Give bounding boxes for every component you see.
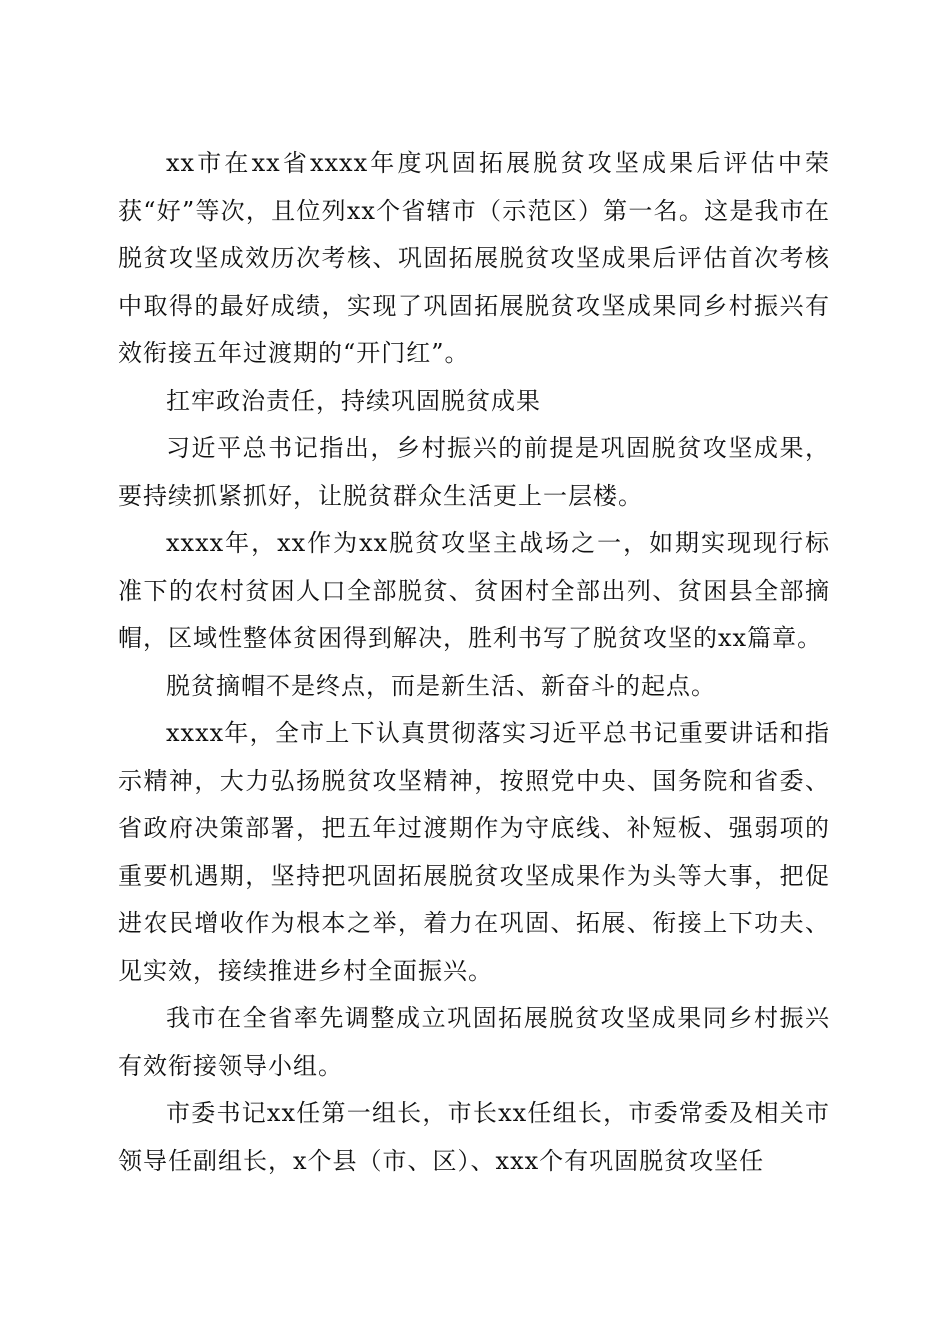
paragraph-4: 脱贫摘帽不是终点，而是新生活、新奋斗的起点。 bbox=[166, 671, 716, 700]
paragraph-6: 我市在全省率先调整成立巩固拓展脱贫攻坚成果同乡村振兴有效衔接领导小组。 bbox=[118, 1004, 830, 1080]
section-heading: 扛牢政治责任，持续巩固脱贫成果 bbox=[166, 386, 541, 415]
paragraph-3: xxxx年，xx作为xx脱贫攻坚主战场之一，如期实现现行标准下的农村贫困人口全部脱贫、贫困村全部出列、贫困县全部摘帽，区域性整体贫困得到解决，胜利书写了脱贫攻坚的xx篇章。 bbox=[118, 529, 830, 652]
paragraph-7: 市委书记xx任第一组长，市长xx任组长，市委常委及相关市领导任副组长，x个县（市、区）、xxx个有巩固脱贫攻坚任 bbox=[118, 1099, 830, 1175]
document-page bbox=[118, 140, 830, 1185]
paragraph-5: xxxx年，全市上下认真贯彻落实习近平总书记重要讲话和指示精神，大力弘扬脱贫攻坚精神，按照党中央、国务院和省委、省政府决策部署，把五年过渡期作为守底线、补短板、强弱项的重要机遇期，坚持把巩固拓展脱贫攻坚成果作为头等大事，把促进农民增收作为根本之举，着力在巩固、拓展、衔接上下功夫、见实效，接续推进乡村全面振兴。 bbox=[118, 719, 830, 985]
paragraph-2: 习近平总书记指出，乡村振兴的前提是巩固脱贫攻坚成果，要持续抓紧抓好，让脱贫群众生活更上一层楼。 bbox=[118, 434, 830, 510]
paragraph-1: xx市在xx省xxxx年度巩固拓展脱贫攻坚成果后评估中荣获“好”等次，且位列xx个省辖市（示范区）第一名。这是我市在脱贫攻坚成效历次考核、巩固拓展脱贫攻坚成果后评估首次考核中取得的最好成绩，实现了巩固拓展脱贫攻坚成果同乡村振兴有效衔接五年过渡期的“开门红”。 bbox=[118, 149, 830, 367]
